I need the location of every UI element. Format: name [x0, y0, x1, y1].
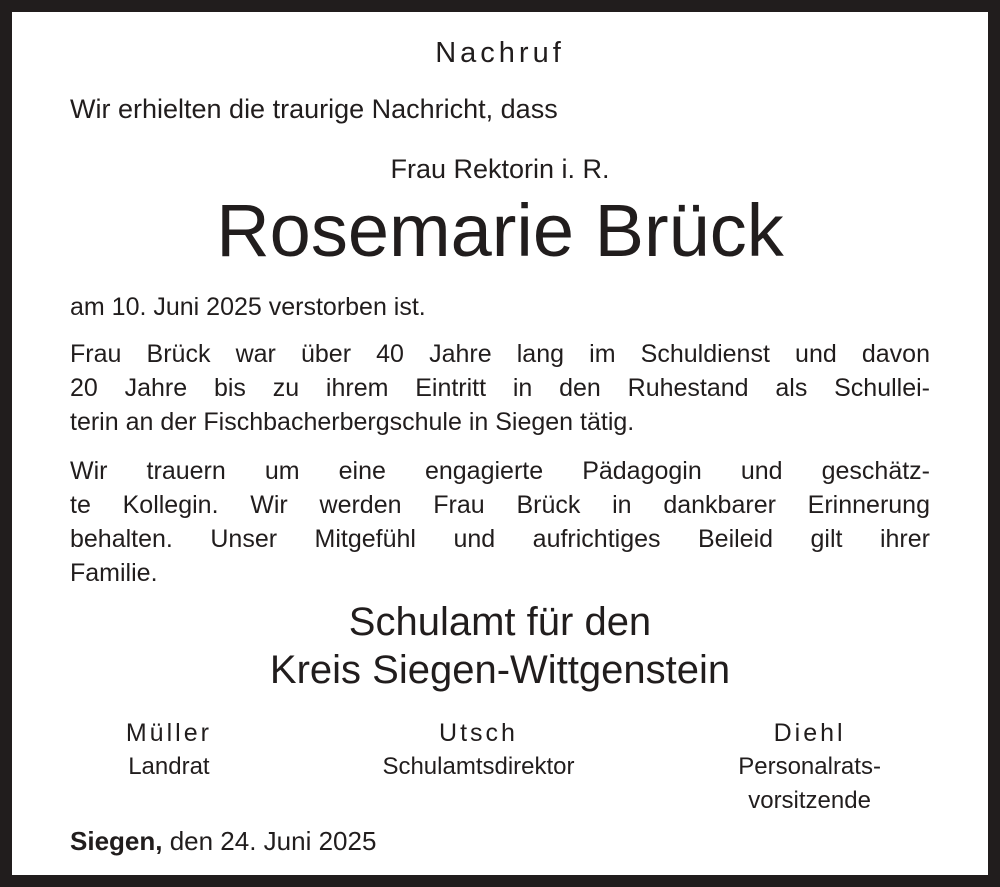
- signatory-name: Utsch: [439, 719, 518, 747]
- dateline: [70, 826, 930, 856]
- organization-name: [70, 598, 930, 694]
- body-paragraph-career: [70, 337, 930, 439]
- dateline-date: den 24. Juni 2025: [162, 826, 377, 856]
- body-paragraph-condolence: [70, 454, 930, 590]
- text-line: Wir trauern um eine engagierte Pädagogin und geschätz-: [70, 457, 930, 485]
- signatory-name: Müller: [125, 719, 212, 747]
- signatory-name: Diehl: [773, 719, 846, 747]
- death-date-line: am 10. Juni 2025 verstorben ist.: [70, 293, 426, 321]
- text-line: terin an der Fischbacherbergschule in Siegen tätig.: [70, 408, 635, 436]
- signature-column-schulamtsdirektor: [268, 716, 689, 818]
- deceased-name: Rosemarie Brück: [216, 189, 784, 272]
- text-line: Familie.: [70, 559, 158, 587]
- dateline-city: Siegen,: [70, 826, 163, 856]
- honorific-line: Frau Rektorin i. R.: [390, 154, 610, 184]
- text-line: 20 Jahre bis zu ihrem Eintritt in den Ruhestand als Schullei-: [70, 374, 930, 402]
- signature-column-landrat: [70, 716, 268, 818]
- signatory-title: vorsitzende: [748, 787, 871, 814]
- signatory-title: Landrat: [128, 753, 210, 780]
- intro-text: Wir erhielten die traurige Nachricht, dass: [70, 94, 558, 124]
- signature-row: [70, 716, 930, 818]
- signatory-title: Schulamtsdirektor: [382, 753, 575, 780]
- text-line: behalten. Unser Mitgefühl und aufrichtiges Beileid gilt ihrer: [70, 525, 930, 553]
- notice-kicker: Nachruf: [435, 37, 565, 69]
- text-line: Frau Brück war über 40 Jahre lang im Schuldienst und davon: [70, 340, 930, 368]
- signature-column-personalrat: [689, 716, 930, 818]
- text-line: te Kollegin. Wir werden Frau Brück in dankbarer Erinnerung: [70, 491, 930, 519]
- signatory-title: Personalrats-: [738, 753, 881, 780]
- organization-line-1: Schulamt für den: [348, 600, 652, 644]
- organization-line-2: Kreis Siegen-Wittgenstein: [269, 648, 731, 692]
